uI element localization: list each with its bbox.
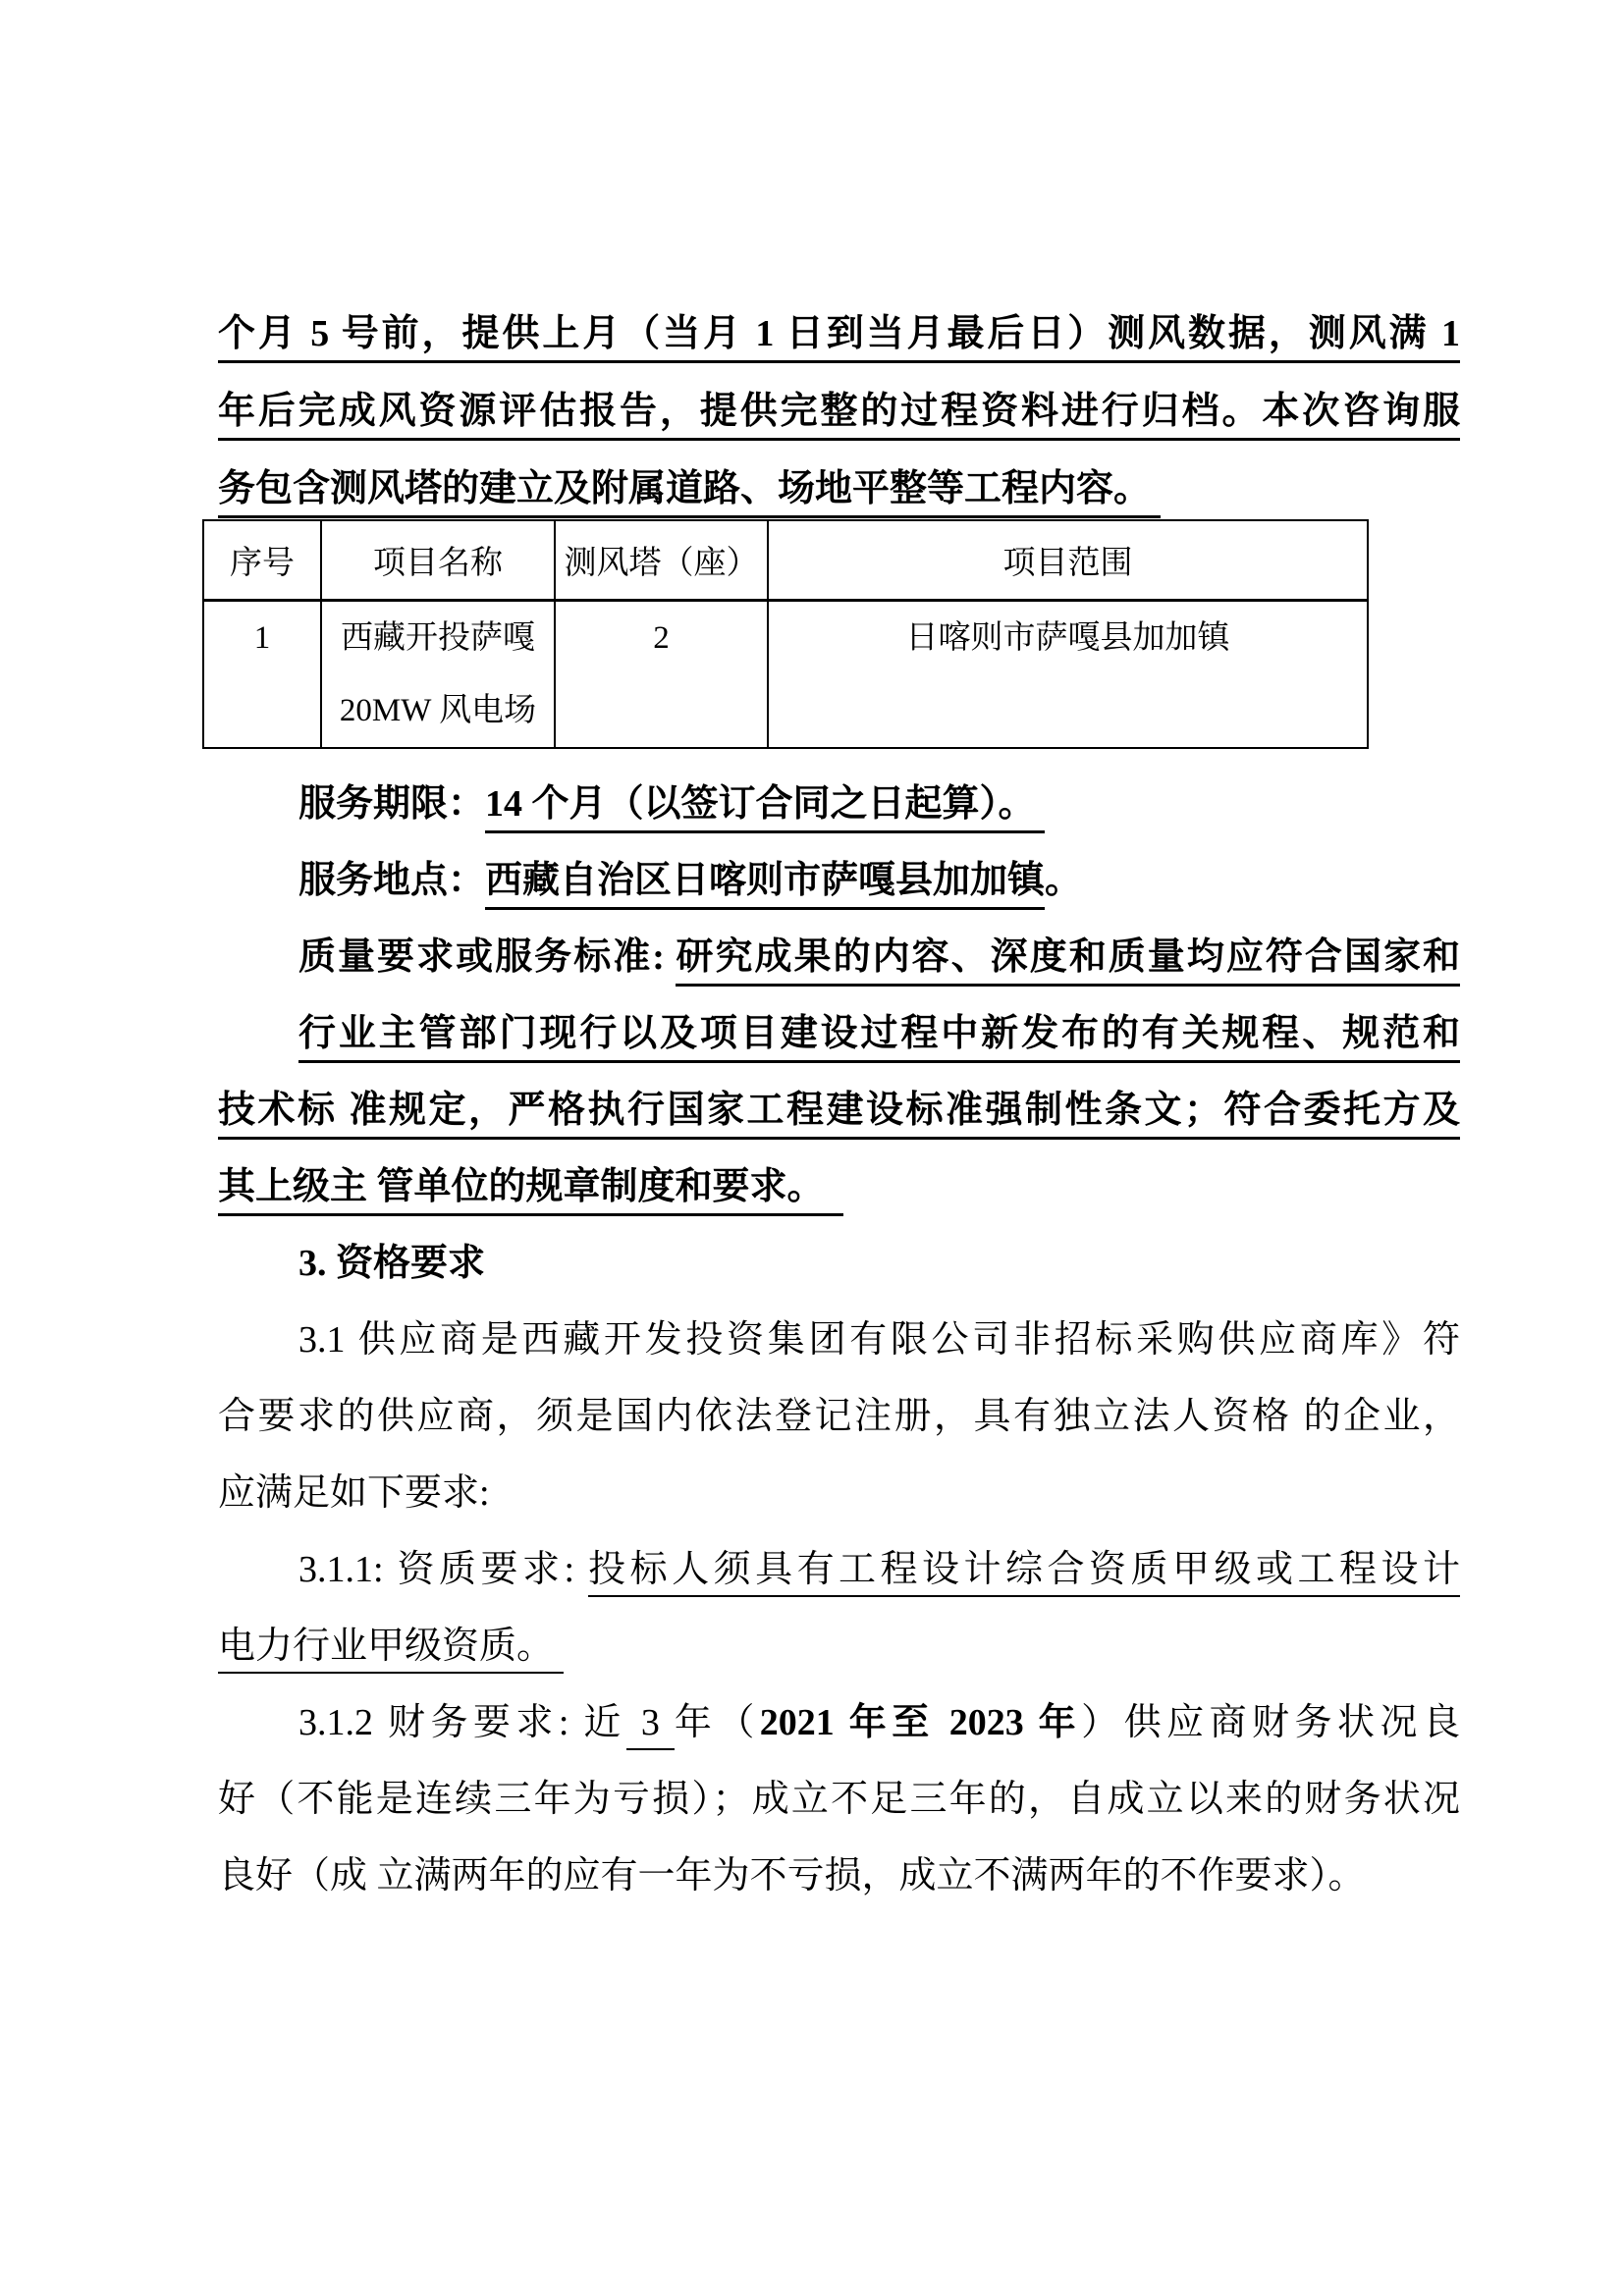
cell-project-name (321, 600, 555, 748)
text-line (218, 1091, 1460, 1131)
text-segment: 西藏自治区日喀则市萨嘎县加加镇 (485, 860, 1045, 910)
text-segment: 3 (626, 1702, 675, 1750)
cell-scope: 日喀则市萨嘎县加加镇 (768, 600, 1368, 748)
cell-seq: 1 (203, 600, 321, 748)
text-segment: 3.1 供应商是西藏开发投资集团有限公司非招标采购供应商库》符 (298, 1319, 1460, 1361)
text-segment: 服务期限： (298, 783, 486, 825)
text-line (218, 1550, 1460, 1590)
header-towers: 测风塔（座） (555, 520, 768, 600)
text-segment: 技术标 准规定，严格执行国家工程建设标准强制性条文；符合委托方及 (218, 1090, 1460, 1140)
text-segment: 3.1.1: 资质要求: (298, 1549, 589, 1590)
text-segment: 个月 5 号前，提供上月（当月 1 日到当月最后日）测风数据，测风满 1 (218, 313, 1460, 363)
text-segment: 服务地点： (298, 860, 486, 901)
header-seq: 序号 (203, 520, 321, 600)
text-line (218, 1167, 1460, 1207)
text-segment: 2021 年至 2023 年 (759, 1702, 1082, 1743)
text-line (218, 1856, 1460, 1896)
text-segment: 年（ (674, 1702, 760, 1743)
text-segment: 3. 资格要求 (298, 1243, 486, 1284)
table-row (203, 600, 1368, 748)
text-segment: 14 个月（以签订合同之日起算）。 (485, 783, 1045, 833)
text-segment: 合要求的供应商，须是国内依法登记注册，具有独立法人资格 的企业， (218, 1396, 1460, 1437)
table-header-row (203, 520, 1368, 600)
text-segment: 务包含测风塔的建立及附属道路、场地平整等工程内容。 (218, 468, 1161, 518)
text-line (218, 314, 1460, 354)
text-line (218, 1397, 1460, 1437)
text-segment: 其上级主 管单位的规章制度和要求。 (218, 1166, 843, 1216)
text-segment: 。 (1045, 860, 1083, 901)
text-segment: 良好（成 立满两年的应有一年为不亏损，成立不满两年的不作要求）。 (218, 1855, 1366, 1896)
project-table (202, 519, 1369, 749)
text-segment: 行业主管部门现行以及项目建设过程中新发布的有关规程、规范和 (298, 1013, 1460, 1063)
text-segment: ）供应商财务状况良 (1081, 1702, 1460, 1743)
text-segment: 投标人须具有工程设计综合资质甲级或工程设计 (588, 1549, 1460, 1597)
text-segment: 应满足如下要求: (218, 1472, 490, 1514)
project-name-line-1: 西藏开投萨嘎 (341, 619, 535, 656)
text-line (218, 469, 1460, 509)
text-line (218, 1320, 1460, 1361)
text-segment: 好（不能是连续三年为亏损）；成立不足三年的，自成立以来的财务状况 (218, 1779, 1460, 1820)
text-line (218, 1627, 1460, 1667)
text-line (218, 937, 1460, 978)
text-segment: 3.1.2 财务要求: 近 (298, 1702, 626, 1743)
text-segment: 年后完成风资源评估报告，提供完整的过程资料进行归档。本次咨询服 (218, 391, 1460, 441)
text-line (218, 1473, 1460, 1514)
text-segment: 质量要求或服务标准: (298, 936, 677, 978)
text-line (218, 784, 1460, 825)
text-line (218, 1703, 1460, 1743)
project-name-line-2: 20MW 风电场 (339, 692, 537, 728)
text-segment: 电力行业甲级资质。 (218, 1626, 564, 1674)
text-line (218, 392, 1460, 432)
text-line (218, 861, 1460, 901)
header-scope: 项目范围 (768, 520, 1368, 600)
text-segment: 研究成果的内容、深度和质量均应符合国家和 (676, 936, 1460, 987)
cell-towers: 2 (555, 600, 768, 748)
text-line (218, 1014, 1460, 1054)
header-project-name: 项目名称 (321, 520, 555, 600)
text-line (218, 1780, 1460, 1820)
text-line (218, 1244, 1460, 1284)
